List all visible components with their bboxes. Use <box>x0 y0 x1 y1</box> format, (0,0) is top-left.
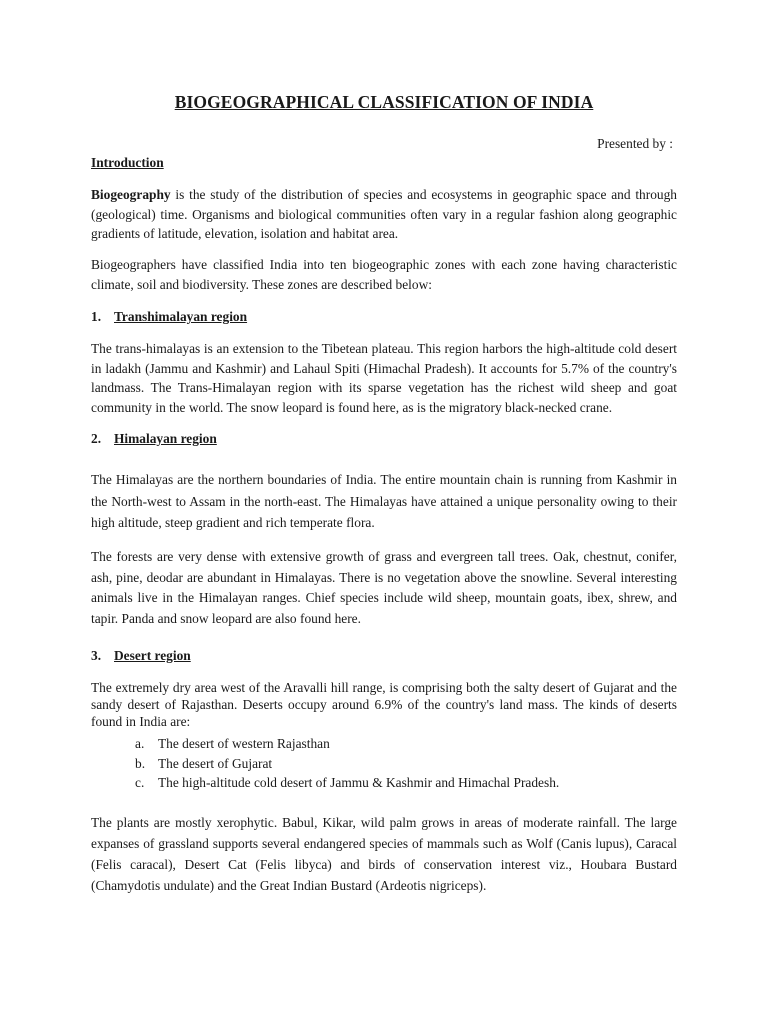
intro-paragraph-1-text: is the study of the distribution of species and ecosystems in geographic space and through (geological) time. Organisms and biological communities often vary in a regular fashion along geographic gradients of latitude, elevation, isolation and habitat area. <box>91 187 677 241</box>
desert-paragraph-1: The extremely dry area west of the Aravalli hill range, is comprising both the salty desert of Gujarat and the sandy desert of Rajasthan. Deserts occupy around 6.9% of the country's land mass. The kinds of deserts found in India are: <box>91 680 677 729</box>
list-item <box>135 754 559 774</box>
list-marker: a. <box>135 736 145 751</box>
list-item-text: The desert of Gujarat <box>158 755 273 771</box>
himalayan-paragraph-1: The Himalayas are the northern boundaries of India. The entire mountain chain is running from Kashmir in the North-west to Assam in the north-east. The Himalayas have attained a unique personality owing to their high altitude, steep gradient and rich temperate flora. <box>91 472 677 530</box>
list-marker: b. <box>135 755 146 771</box>
section-heading-himalayan <box>91 429 677 449</box>
intro-term: Biogeography <box>91 187 171 202</box>
himalayan-paragraph-2: The forests are very dense with extensive growth of grass and evergreen tall trees. Oak, chestnut, conifer, ash, pine, deodar are abundant in Himalayas. There is no vegetation above the snowline. Several interesting animals live in the Himalayan ranges. Chief species include wild sheep, mountain goats, ibex, shrew, and tapir. Panda and snow leopard are also found here. <box>91 549 677 626</box>
presented-by: Presented by : <box>597 136 673 151</box>
document-title: BIOGEOGRAPHICAL CLASSIFICATION OF INDIA <box>174 92 594 112</box>
section-number: 3. <box>91 648 102 663</box>
section-heading-transhimalayan <box>91 307 677 327</box>
section-title: Desert region <box>114 648 191 663</box>
list-item <box>135 773 559 793</box>
section-title: Himalayan region <box>114 431 217 446</box>
intro-paragraph-1 <box>91 185 677 244</box>
desert-types-list <box>135 734 559 793</box>
section-heading-desert <box>91 646 677 666</box>
list-item-text: The high-altitude cold desert of Jammu & Kashmir and Himachal Pradesh. <box>158 775 560 790</box>
intro-heading: Introduction <box>91 155 164 170</box>
transhimalayan-paragraph: The trans-himalayas is an extension to the Tibetean plateau. This region harbors the high-altitude cold desert in ladakh (Jammu and Kashmir) and Lahaul Spiti (Himachal Pradesh). It accounts for 5.7% of the country's landmass. The Trans-Himalayan region with its sparse vegetation has the richest wild sheep and goat community in the world. The snow leopard is found here, as is the migratory black-necked crane. <box>91 341 677 415</box>
list-item <box>135 734 559 754</box>
section-title: Transhimalayan region <box>114 309 248 324</box>
section-number: 2. <box>91 431 102 446</box>
desert-paragraph-2: The plants are mostly xerophytic. Babul, Kikar, wild palm grows in areas of moderate rainfall. The large expanses of grassland supports several endangered species of mammals such as Wolf (Canis lupus), Caracal (Felis caracal), Desert Cat (Felis libyca) and birds of conservation interest viz., Houbara Bustard (Chamydotis undulate) and the Great Indian Bustard (Ardeotis nigriceps). <box>91 815 677 893</box>
section-number: 1. <box>91 309 102 324</box>
intro-paragraph-2: Biogeographers have classified India into ten biogeographic zones with each zone having characteristic climate, soil and biodiversity. These zones are described below: <box>91 257 677 292</box>
list-marker: c. <box>135 775 145 790</box>
list-item-text: The desert of western Rajasthan <box>158 736 330 751</box>
